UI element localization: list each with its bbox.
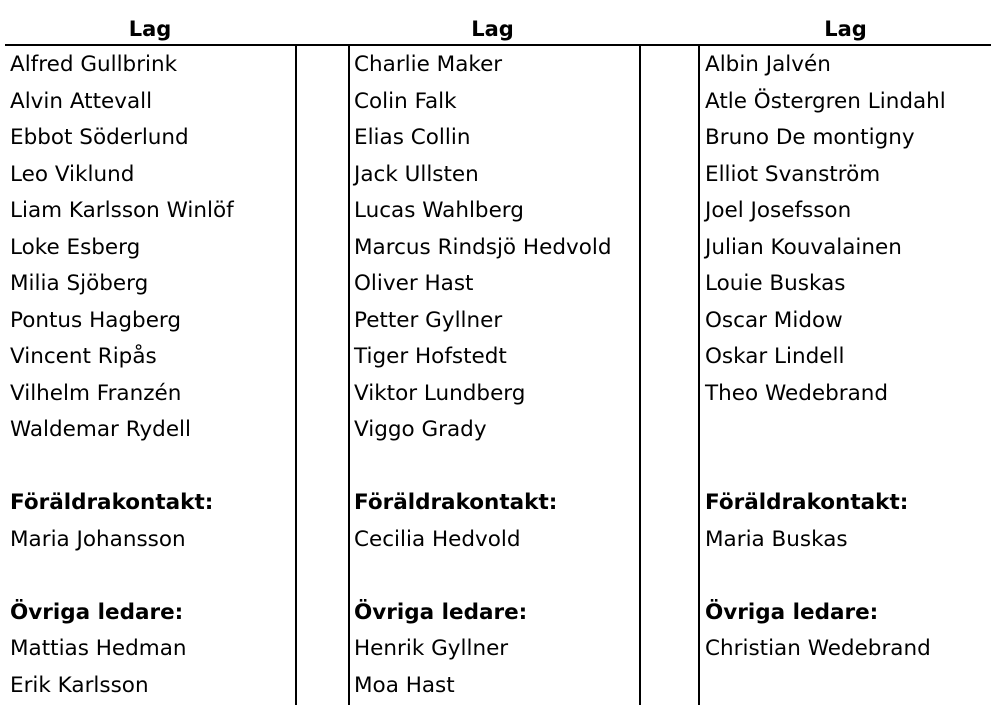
other-leaders-label: Övriga ledare: [354,599,528,625]
player-name: Vincent Ripås [10,344,157,369]
leader-name: Moa Hast [354,672,455,698]
spacer [10,558,290,595]
leader-name: Erik Karlsson [10,672,149,698]
column-header-1: Lag [128,17,172,41]
player-name: Lucas Wahlberg [354,198,524,223]
spacer [705,558,995,595]
leader-name: Christian Wedebrand [705,636,931,661]
leader-name [705,668,995,705]
parent-contact-name: Cecilia Hedvold [354,526,521,552]
player-name: Loke Esberg [10,234,141,260]
player-name: Milia Sjöberg [10,271,149,296]
column-divider [348,45,350,705]
player-name: Viktor Lundberg [354,380,526,406]
player-name: Julian Kouvalainen [705,234,902,260]
other-leaders-label: Övriga ledare: [705,599,879,625]
parent-contact-label: Föräldrakontakt: [705,490,909,515]
spacer [354,558,636,595]
spacer [354,449,636,486]
player-name: Waldemar Rydell [10,417,192,442]
parent-contact-name: Maria Johansson [10,526,186,552]
player-name: Joel Josefsson [705,198,852,223]
player-name: Liam Karlsson Winlöf [10,198,234,223]
player-name: Oliver Hast [354,271,474,296]
player-name: Ebbot Söderlund [10,125,189,150]
player-name: Oscar Midow [705,307,843,333]
header-row [0,14,1000,44]
player-name: Leo Viklund [10,161,135,187]
player-name [705,412,995,449]
player-name: Colin Falk [354,88,457,114]
leader-name: Mattias Hedman [10,636,187,661]
spacer [705,449,995,486]
column-header-3: Lag [824,17,867,41]
player-name: Jack Ullsten [354,161,479,187]
parent-contact-label: Föräldrakontakt: [354,490,558,515]
player-name: Elliot Svanström [705,161,881,187]
player-name: Elias Collin [354,125,471,150]
team-column-1 [10,47,290,704]
column-header-2: Lag [471,17,514,41]
player-name: Oskar Lindell [705,344,845,369]
player-name: Albin Jalvén [705,52,831,77]
player-name: Petter Gyllner [354,307,503,333]
parent-contact-name: Maria Buskas [705,526,848,552]
column-divider [295,45,297,705]
spacer [10,449,290,486]
player-name: Alfred Gullbrink [10,52,178,77]
team-column-3 [705,47,995,704]
other-leaders-label: Övriga ledare: [10,599,184,625]
header-underline [5,44,991,46]
player-name: Atle Östergren Lindahl [705,88,946,114]
parent-contact-label: Föräldrakontakt: [10,490,214,515]
player-name: Pontus Hagberg [10,307,182,333]
player-name: Bruno De montigny [705,125,915,150]
player-name: Theo Wedebrand [705,380,889,406]
player-name: Alvin Attevall [10,88,153,114]
player-name: Tiger Hofstedt [354,344,507,369]
column-divider [639,45,641,705]
column-divider [698,45,700,705]
player-name: Marcus Rindsjö Hedvold [354,234,612,260]
leader-name: Henrik Gyllner [354,636,509,661]
team-column-2 [354,47,636,704]
player-name: Charlie Maker [354,52,503,77]
player-name: Louie Buskas [705,271,846,296]
player-name: Viggo Grady [354,417,487,442]
player-name: Vilhelm Franzén [10,380,182,406]
